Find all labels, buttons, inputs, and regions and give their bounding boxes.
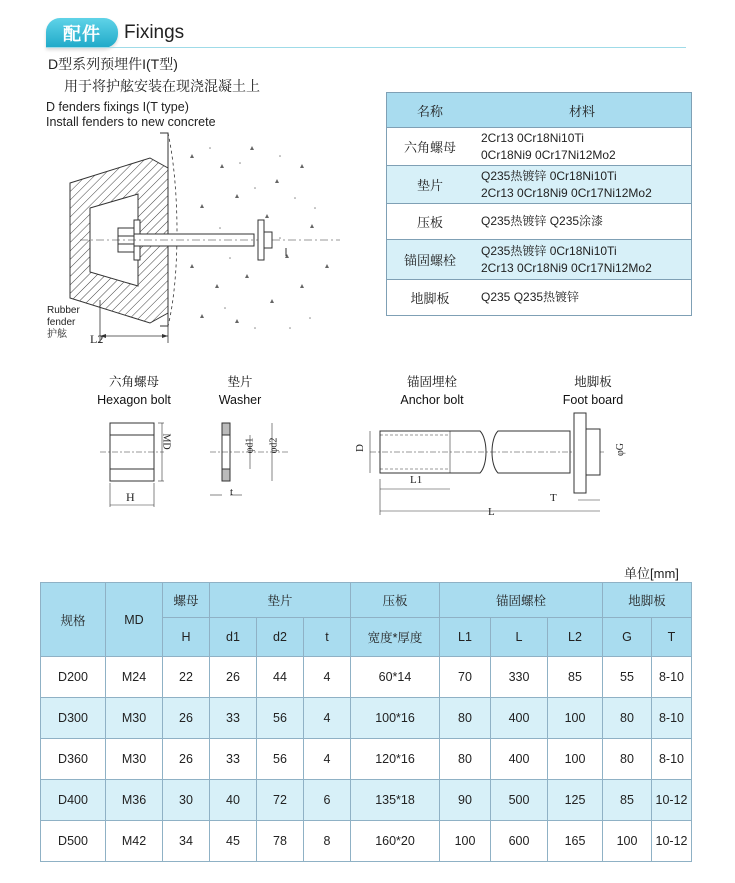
- table-cell: 8-10: [652, 698, 692, 739]
- table-cell: 4: [304, 739, 351, 780]
- material-line: 2Cr13 0Cr18Ni9 0Cr17Ni12Mo2: [481, 185, 652, 200]
- table-cell: 135*18: [351, 780, 440, 821]
- table-cell: 26: [210, 657, 257, 698]
- material-line: Q235热镀锌 Q235涂漆: [481, 214, 604, 228]
- table-cell: M30: [106, 698, 163, 739]
- material-value: [473, 166, 692, 204]
- part-en: Washer: [218, 393, 262, 407]
- table-cell: D200: [41, 657, 106, 698]
- header-divider: [46, 47, 686, 48]
- intro-cn-desc: 用于将护舷安装在现浇混凝土上: [64, 78, 260, 94]
- table-cell: 160*20: [351, 821, 440, 862]
- table-cell: 100: [548, 739, 603, 780]
- material-value: [473, 204, 692, 240]
- intro-en-desc: Install fenders to new concrete: [46, 115, 216, 129]
- table-cell: 72: [257, 780, 304, 821]
- table-cell: D500: [41, 821, 106, 862]
- table-cell: 80: [440, 698, 491, 739]
- part-en: Anchor bolt: [400, 393, 464, 407]
- material-line: Q235热镀锌 0Cr18Ni10Ti: [481, 168, 617, 183]
- material-name: 地脚板: [387, 280, 474, 316]
- table-cell: 100: [548, 698, 603, 739]
- table-cell: 100*16: [351, 698, 440, 739]
- table-cell: 600: [491, 821, 548, 862]
- dim-d: D: [353, 444, 366, 452]
- spec-header-plate: 压板: [351, 583, 440, 618]
- table-cell: D300: [41, 698, 106, 739]
- unit-label: 单位[mm]: [624, 566, 679, 581]
- part-cn: 锚固埋栓: [406, 375, 457, 389]
- table-cell: M42: [106, 821, 163, 862]
- table-cell: 44: [257, 657, 304, 698]
- table-cell: M24: [106, 657, 163, 698]
- dim-g: φG: [615, 443, 626, 456]
- table-cell: 400: [491, 698, 548, 739]
- dim-l1: L1: [410, 474, 423, 486]
- material-name: 锚固螺栓: [387, 240, 474, 280]
- spec-subheader: T: [652, 618, 692, 657]
- table-cell: 34: [163, 821, 210, 862]
- dim-d1: φd1: [244, 437, 256, 454]
- table-cell: M36: [106, 780, 163, 821]
- spec-subheader: d2: [257, 618, 304, 657]
- material-header-material: 材料: [473, 93, 692, 128]
- table-row: [41, 657, 692, 698]
- table-cell: 40: [210, 780, 257, 821]
- table-cell: 8: [304, 821, 351, 862]
- material-name: 压板: [387, 204, 474, 240]
- table-cell: 80: [603, 698, 652, 739]
- intro-en-title: D fenders fixings I(T type): [46, 100, 189, 114]
- part-label-washer: [200, 372, 280, 407]
- spec-subheader: L2: [548, 618, 603, 657]
- part-cn: 六角螺母: [108, 375, 159, 389]
- dim-l: L: [488, 506, 495, 518]
- dim-t: t: [230, 486, 234, 498]
- rubber-label: Rubber: [47, 305, 80, 316]
- table-row: [41, 739, 692, 780]
- intro-cn-title: D型系列预埋件I(T型): [48, 56, 178, 72]
- table-cell: 10-12: [652, 821, 692, 862]
- table-cell: 400: [491, 739, 548, 780]
- material-value: [473, 128, 692, 166]
- material-header-name: 名称: [387, 93, 474, 128]
- section-badge: 配件: [46, 18, 118, 48]
- spec-table-body: [41, 657, 692, 862]
- table-cell: 80: [603, 739, 652, 780]
- table-cell: 45: [210, 821, 257, 862]
- table-cell: 4: [304, 698, 351, 739]
- dim-md: MD: [160, 433, 172, 450]
- table-cell: 33: [210, 739, 257, 780]
- table-cell: 22: [163, 657, 210, 698]
- spec-subheader: t: [304, 618, 351, 657]
- table-cell: 85: [603, 780, 652, 821]
- assembly-diagram: [40, 128, 360, 353]
- table-cell: 85: [548, 657, 603, 698]
- table-cell: 165: [548, 821, 603, 862]
- spec-subheader: G: [603, 618, 652, 657]
- section-title: Fixings: [124, 22, 185, 43]
- parts-diagram: [100, 405, 620, 525]
- table-cell: 6: [304, 780, 351, 821]
- table-cell: 8-10: [652, 739, 692, 780]
- material-line: Q235 Q235热镀锌: [481, 290, 580, 304]
- spec-subheader: H: [163, 618, 210, 657]
- table-cell: 30: [163, 780, 210, 821]
- spec-header-model: 规格: [41, 583, 106, 657]
- fender-label: fender: [47, 317, 76, 328]
- foot-board-drawing: [574, 413, 600, 500]
- spec-table: [40, 582, 692, 862]
- spec-subheader: 宽度*厚度: [351, 618, 440, 657]
- washer-drawing: [210, 423, 290, 495]
- table-cell: 55: [603, 657, 652, 698]
- table-cell: 56: [257, 698, 304, 739]
- spec-header-washer: 垫片: [210, 583, 351, 618]
- anchor-bolt-drawing: [370, 431, 605, 515]
- table-cell: 120*16: [351, 739, 440, 780]
- material-line: 0Cr18Ni9 0Cr17Ni12Mo2: [481, 147, 616, 162]
- table-cell: 26: [163, 698, 210, 739]
- part-label-footboard: [545, 372, 641, 407]
- table-cell: D360: [41, 739, 106, 780]
- spec-subheader: L: [491, 618, 548, 657]
- table-cell: 125: [548, 780, 603, 821]
- fender-cn-label: 护舷: [47, 329, 67, 340]
- table-cell: 60*14: [351, 657, 440, 698]
- table-cell: M30: [106, 739, 163, 780]
- spec-subheader: L1: [440, 618, 491, 657]
- part-cn: 垫片: [227, 375, 253, 389]
- table-cell: 100: [440, 821, 491, 862]
- material-line: 2Cr13 0Cr18Ni10Ti: [481, 130, 584, 145]
- table-row: [41, 780, 692, 821]
- table-cell: 56: [257, 739, 304, 780]
- dim-d2: φd2: [268, 437, 280, 454]
- part-label-anchor: [382, 372, 482, 407]
- table-cell: 80: [440, 739, 491, 780]
- dim-h: H: [126, 490, 135, 504]
- table-cell: 78: [257, 821, 304, 862]
- table-cell: 100: [603, 821, 652, 862]
- spec-header-anchor: 锚固螺栓: [440, 583, 603, 618]
- table-cell: 26: [163, 739, 210, 780]
- material-table: [386, 92, 692, 316]
- spec-header-footboard: 地脚板: [603, 583, 692, 618]
- table-cell: 90: [440, 780, 491, 821]
- part-label-nut: [88, 372, 180, 407]
- table-cell: D400: [41, 780, 106, 821]
- material-line: 2Cr13 0Cr18Ni9 0Cr17Ni12Mo2: [481, 260, 652, 275]
- material-line: Q235热镀锌 0Cr18Ni10Ti: [481, 243, 617, 258]
- material-value: [473, 240, 692, 280]
- material-name: 垫片: [387, 166, 474, 204]
- table-cell: 33: [210, 698, 257, 739]
- part-en: Foot board: [562, 393, 624, 407]
- material-name: 六角螺母: [387, 128, 474, 166]
- l2-label: L2: [90, 332, 104, 346]
- part-cn: 地脚板: [574, 375, 612, 389]
- spec-header-md: MD: [106, 583, 163, 657]
- table-row: [41, 698, 692, 739]
- table-cell: 4: [304, 657, 351, 698]
- table-cell: 8-10: [652, 657, 692, 698]
- rubber-fender-label: [47, 305, 80, 341]
- table-cell: 500: [491, 780, 548, 821]
- table-cell: 330: [491, 657, 548, 698]
- material-value: [473, 280, 692, 316]
- table-cell: 70: [440, 657, 491, 698]
- dim-t-foot: T: [550, 492, 557, 504]
- part-en: Hexagon bolt: [97, 393, 171, 407]
- spec-subheader: d1: [210, 618, 257, 657]
- table-row: [41, 821, 692, 862]
- spec-header-nut: 螺母: [163, 583, 210, 618]
- table-cell: 10-12: [652, 780, 692, 821]
